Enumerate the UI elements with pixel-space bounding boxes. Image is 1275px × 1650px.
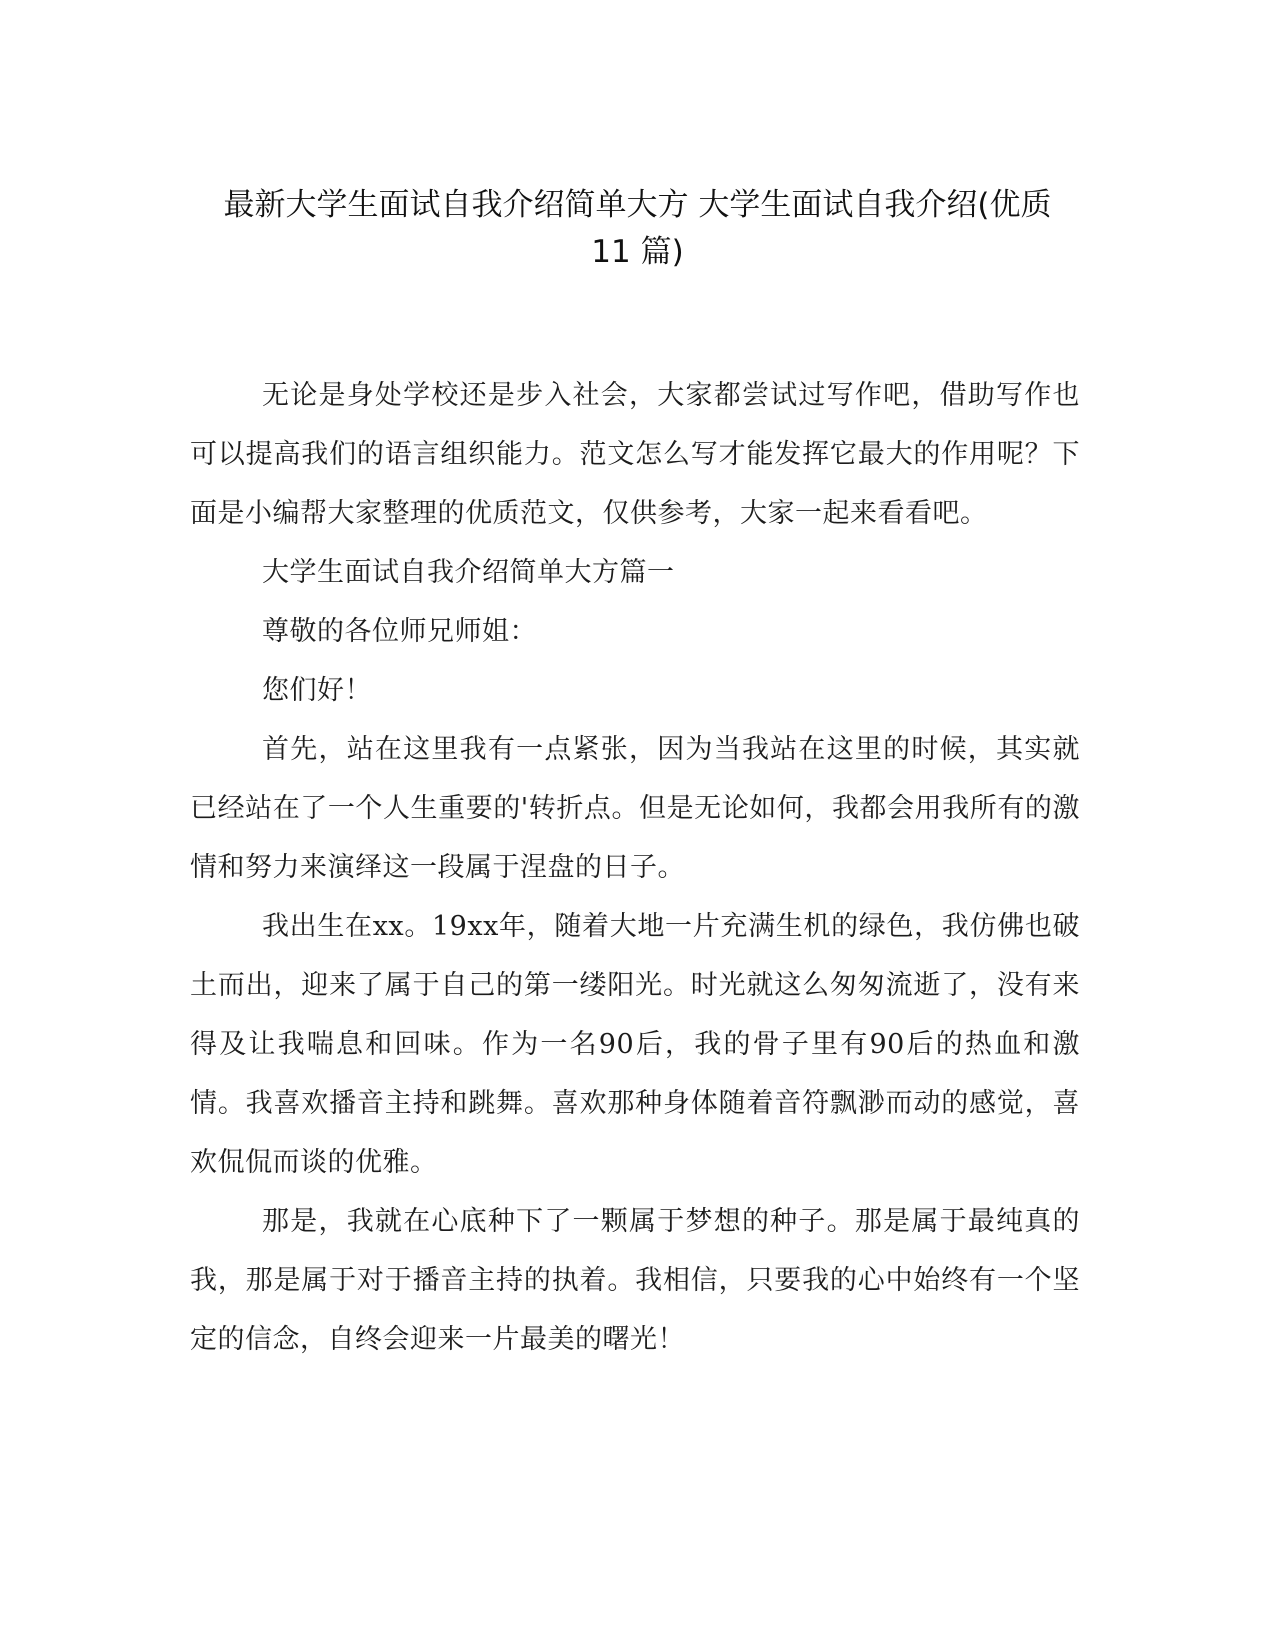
document-title	[150, 182, 1125, 276]
paragraph-greeting: 您们好！	[262, 675, 372, 706]
document-body	[190, 366, 1080, 1369]
paragraph-body: 我出生在xx。19xx年，随着大地一片充满生机的绿色，我仿佛也破土而出，迎来了属于自己的第一缕阳光。时光就这么匆匆流逝了，没有来得及让我喘息和回味。作为一名90后，我的骨子里有90后的热血和激情。我喜欢播音主持和跳舞。喜欢那种身体随着音符飘渺而动的感觉，喜欢侃侃而谈的优雅。	[190, 911, 1080, 1178]
paragraph-body: 首先，站在这里我有一点紧张，因为当我站在这里的时候，其实就已经站在了一个人生重要的'转折点。但是无论如何，我都会用我所有的激情和努力来演绎这一段属于涅盘的日子。	[190, 734, 1080, 883]
document-title-line-1: 最新大学生面试自我介绍简单大方 大学生面试自我介绍(优质	[223, 187, 1052, 223]
paragraph-salutation: 尊敬的各位师兄师姐：	[262, 616, 537, 647]
section-heading: 大学生面试自我介绍简单大方篇一	[262, 557, 675, 588]
paragraph-intro: 无论是身处学校还是步入社会，大家都尝试过写作吧，借助写作也可以提高我们的语言组织能力。范文怎么写才能发挥它最大的作用呢？下面是小编帮大家整理的优质范文，仅供参考，大家一起来看看吧。	[190, 380, 1080, 529]
paragraph-body: 那是，我就在心底种下了一颗属于梦想的种子。那是属于最纯真的我，那是属于对于播音主持的执着。我相信，只要我的心中始终有一个坚定的信念，自终会迎来一片最美的曙光！	[190, 1206, 1080, 1355]
document-title-line-2: 11 篇)	[591, 234, 684, 270]
